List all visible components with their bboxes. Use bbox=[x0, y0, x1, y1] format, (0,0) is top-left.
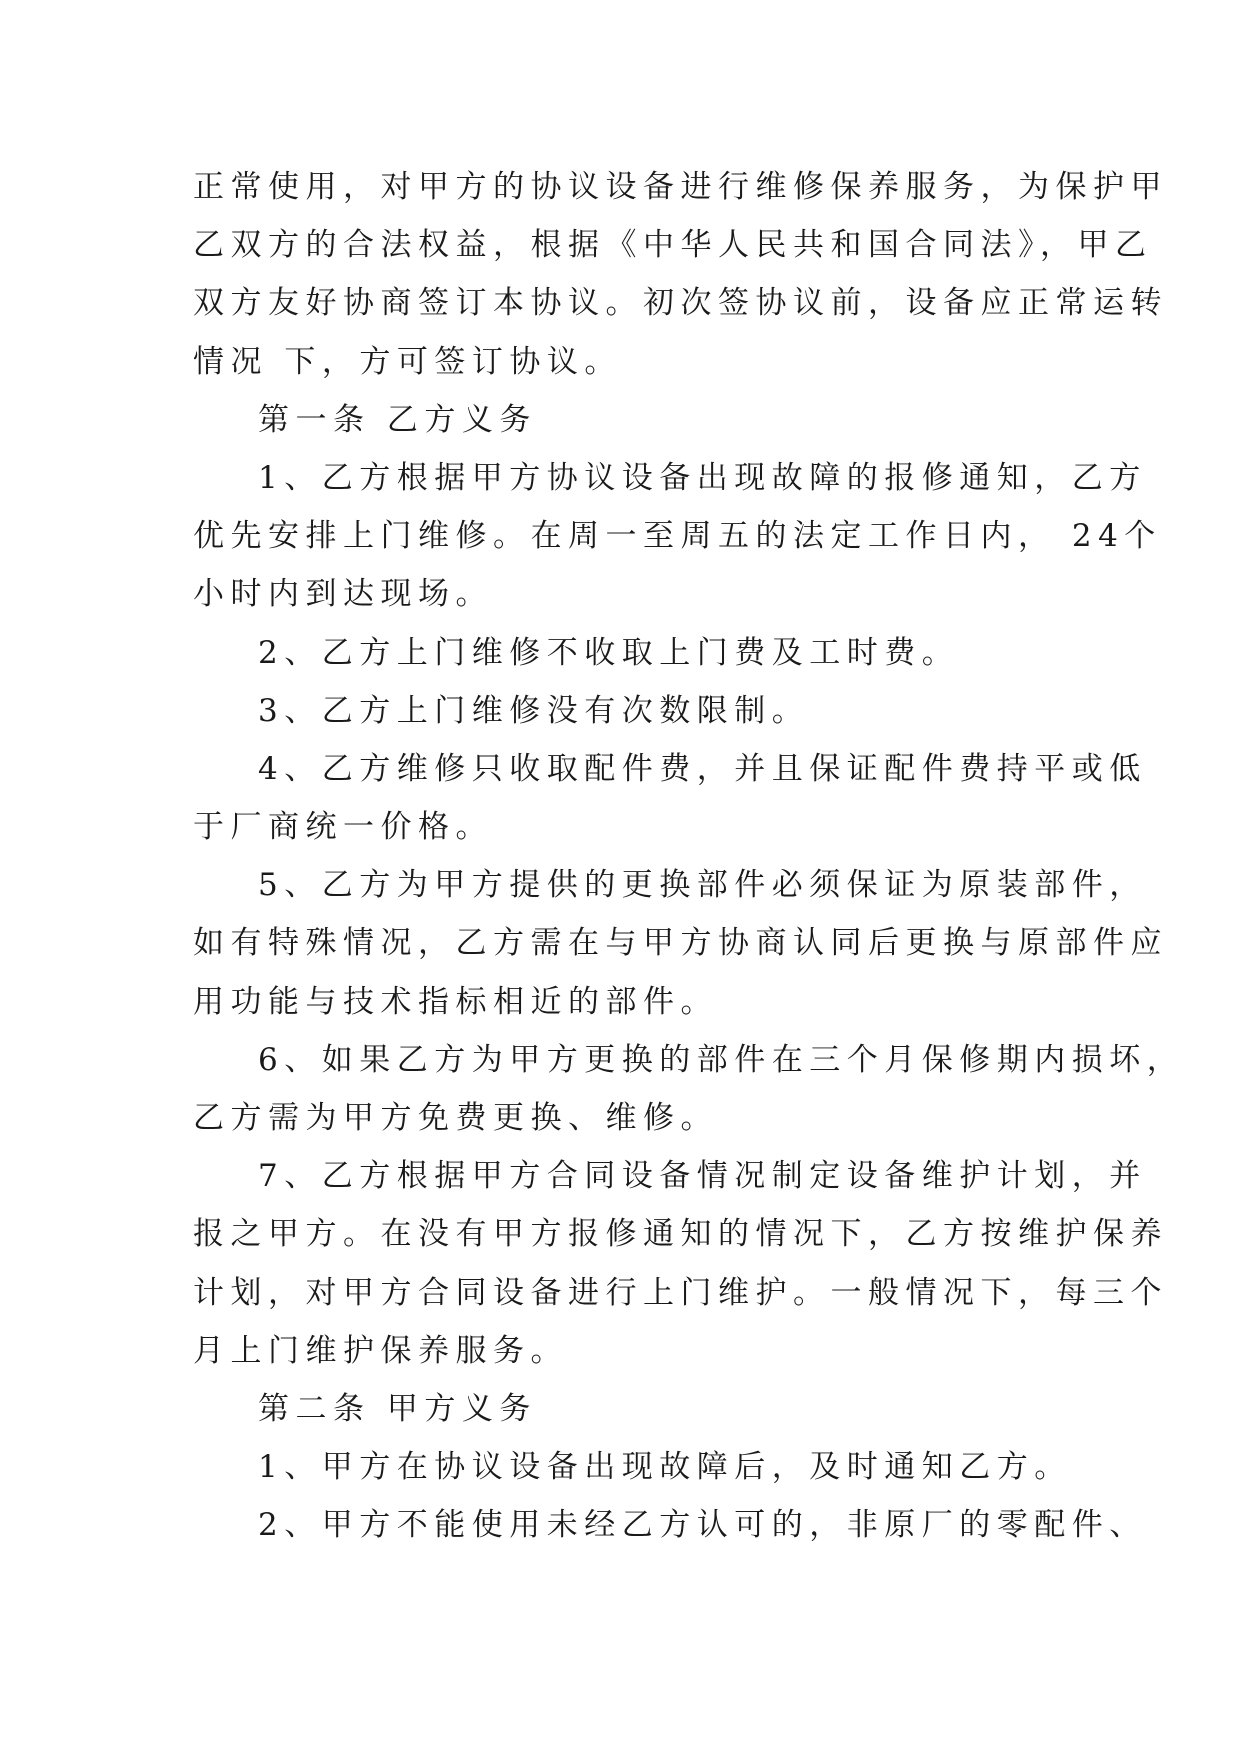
paragraph-line: 乙双方的合法权益，根据《中华人民共和国合同法》，甲乙 bbox=[193, 227, 1153, 264]
paragraph-line: 双方友好协商签订本协议。初次签协议前，设备应正常运转 bbox=[193, 285, 1168, 322]
paragraph-line: 月上门维护保养服务。 bbox=[193, 1332, 568, 1369]
paragraph-line: 用功能与技术指标相近的部件。 bbox=[193, 983, 718, 1020]
paragraph-line: 优先安排上门维修。在周一至周五的法定工作日内， 24个 bbox=[193, 518, 1162, 555]
paragraph-line: 正常使用，对甲方的协议设备进行维修保养服务，为保护甲 bbox=[193, 169, 1168, 205]
document-body bbox=[193, 158, 1185, 1555]
paragraph-line: 1、甲方在协议设备出现故障后，及时通知乙方。 bbox=[258, 1449, 1072, 1486]
paragraph-line: 2、甲方不能使用未经乙方认可的，非原厂的零配件、 bbox=[258, 1507, 1147, 1544]
paragraph-line: 2、乙方上门维修不收取上门费及工时费。 bbox=[258, 634, 960, 671]
paragraph-line: 乙方需为甲方免费更换、维修。 bbox=[193, 1100, 718, 1136]
section-heading: 第一条 乙方义务 bbox=[258, 401, 537, 438]
paragraph-line: 报之甲方。在没有甲方报修通知的情况下，乙方按维护保养 bbox=[193, 1216, 1168, 1253]
paragraph-line: 计划，对甲方合同设备进行上门维护。一般情况下，每三个 bbox=[193, 1274, 1168, 1311]
section-heading: 第二条 甲方义务 bbox=[258, 1390, 537, 1427]
paragraph-line: 情况 下，方可签订协议。 bbox=[193, 343, 622, 380]
paragraph-line: 6、如果乙方为甲方更换的部件在三个月保修期内损坏， bbox=[258, 1041, 1185, 1078]
paragraph-line: 于厂商统一价格。 bbox=[193, 809, 493, 846]
paragraph-line: 4、乙方维修只收取配件费，并且保证配件费持平或低 bbox=[258, 750, 1147, 787]
paragraph-line: 3、乙方上门维修没有次数限制。 bbox=[258, 692, 810, 729]
paragraph-line: 1、乙方根据甲方协议设备出现故障的报修通知，乙方 bbox=[258, 459, 1147, 496]
paragraph-line: 如有特殊情况，乙方需在与甲方协商认同后更换与原部件应 bbox=[193, 925, 1168, 962]
paragraph-line: 7、乙方根据甲方合同设备情况制定设备维护计划，并 bbox=[258, 1158, 1147, 1195]
paragraph-line: 小时内到达现场。 bbox=[193, 576, 493, 613]
paragraph-line: 5、乙方为甲方提供的更换部件必须保证为原装部件， bbox=[258, 867, 1147, 904]
